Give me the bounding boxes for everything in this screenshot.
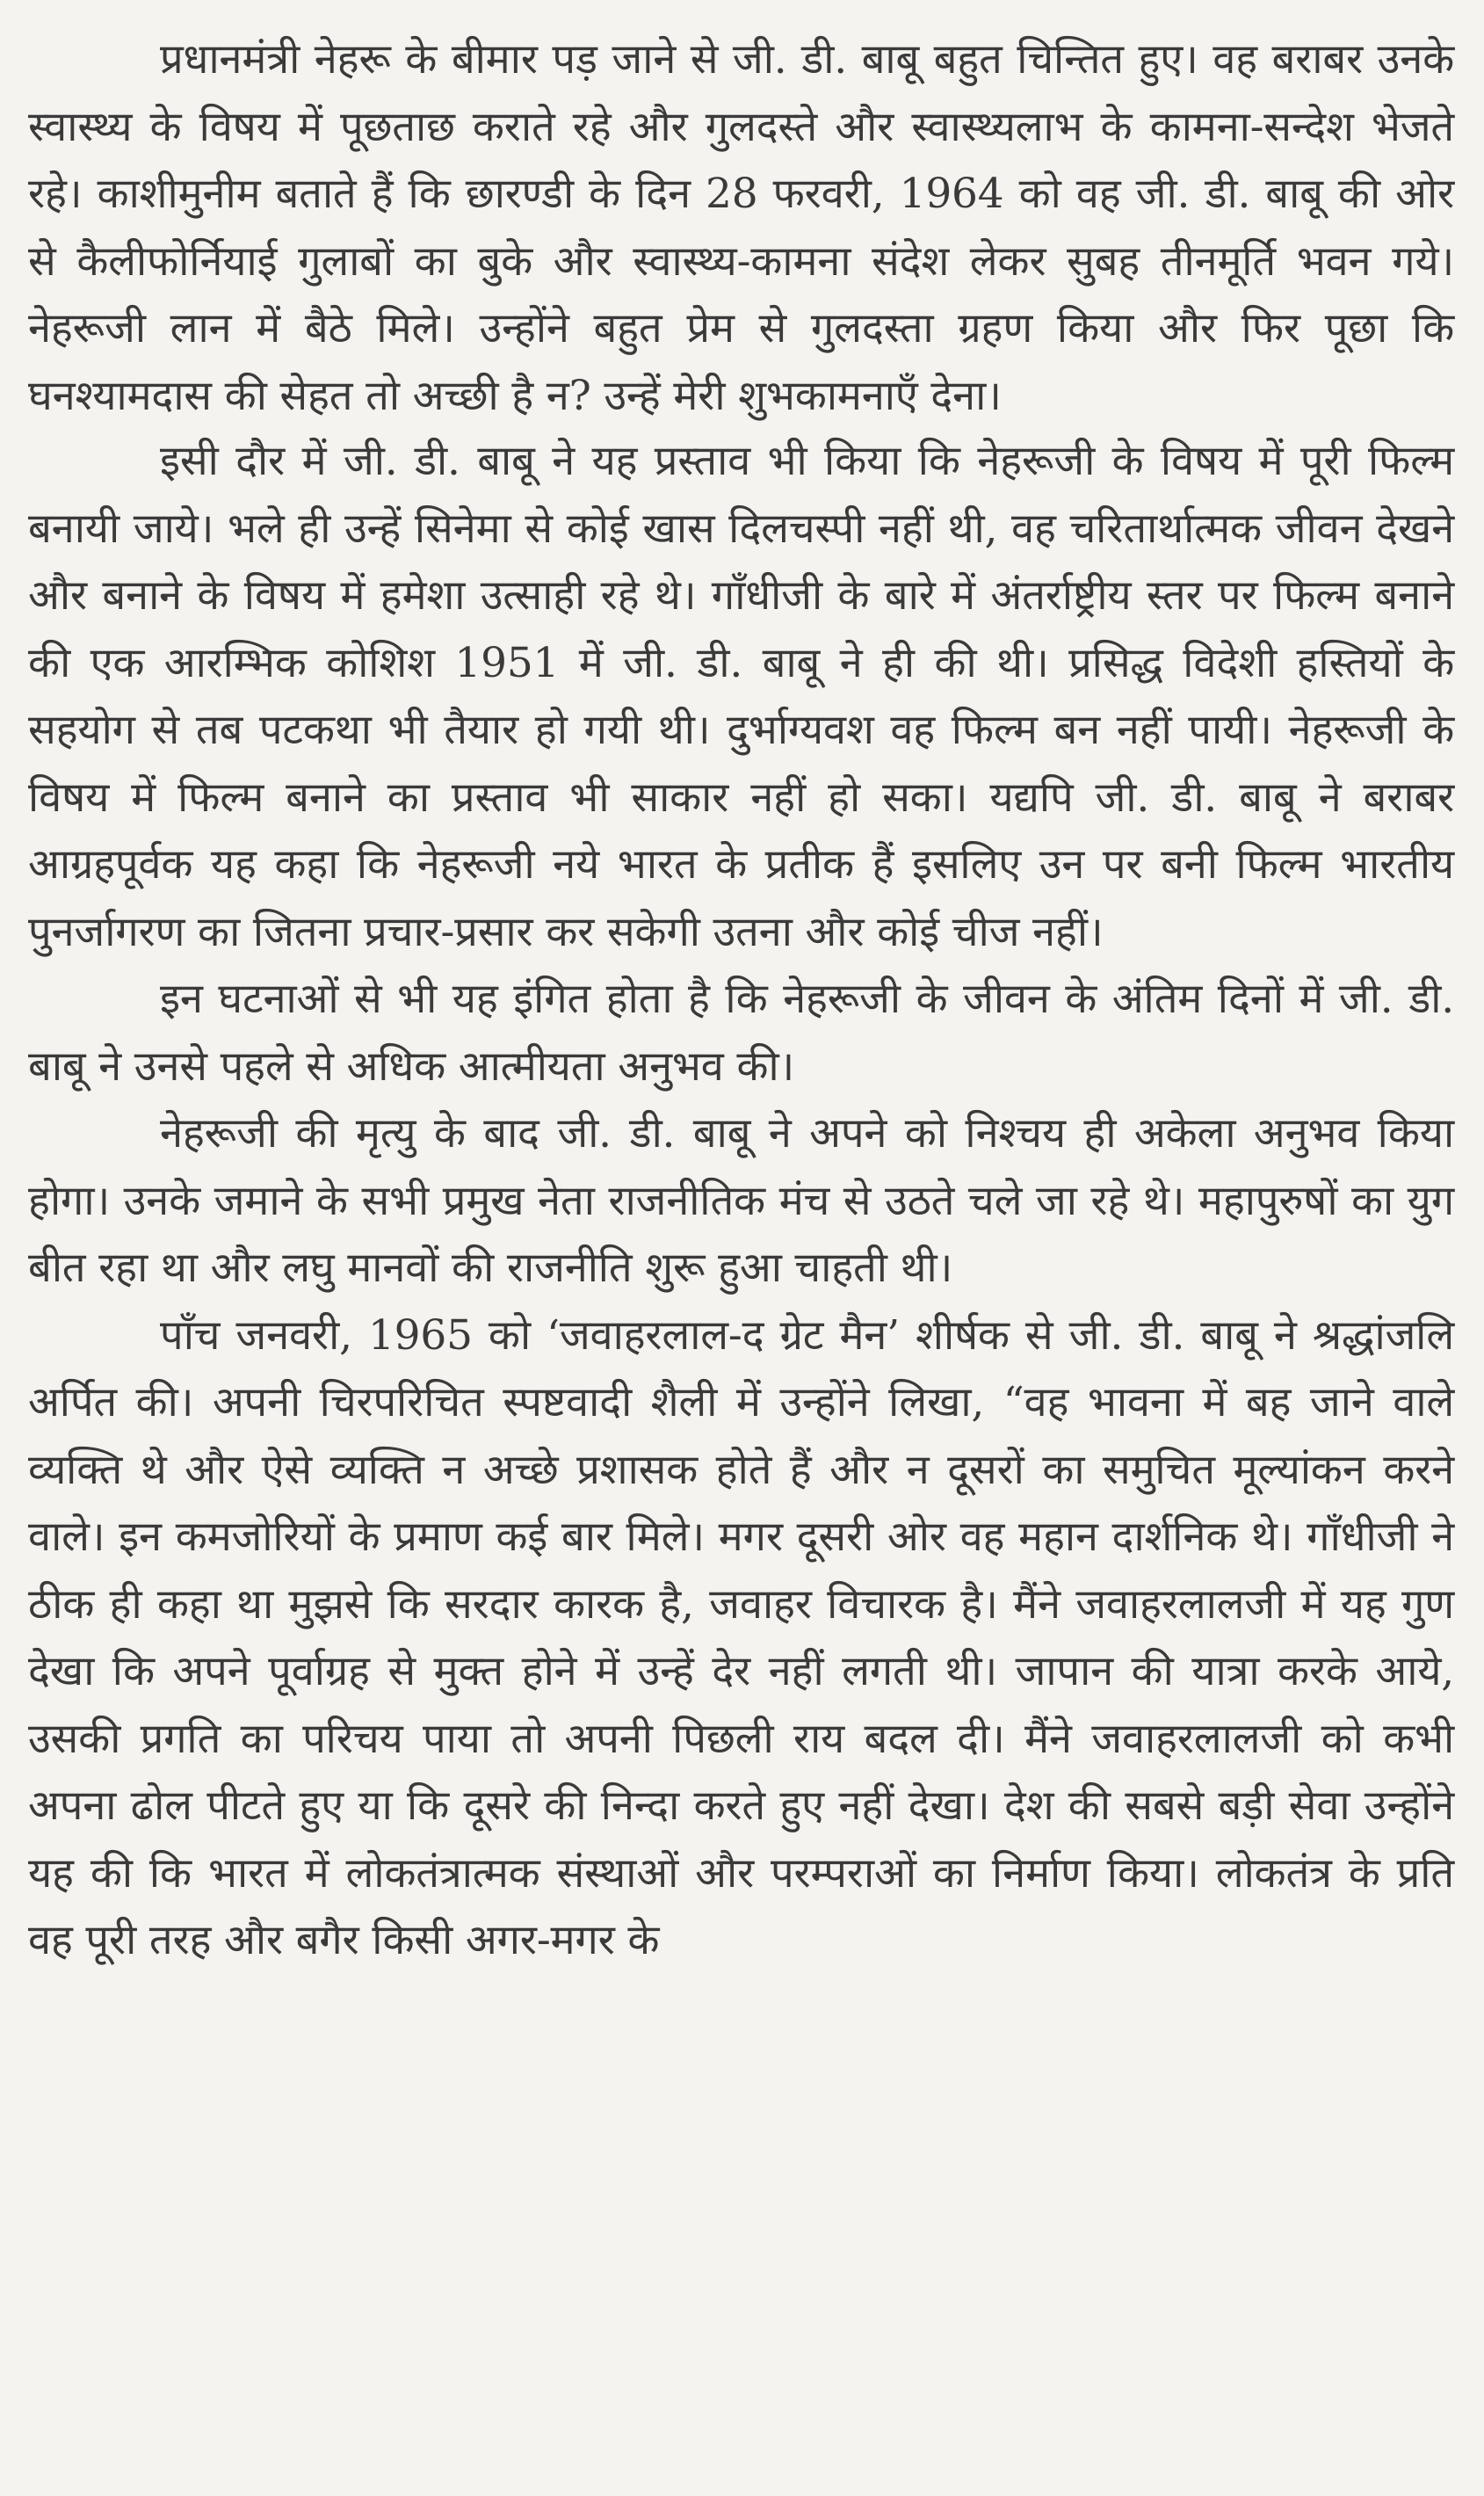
paragraph-film-proposal: इसी दौर में जी. डी. बाबू ने यह प्रस्ताव भी किया कि नेहरूजी के विषय में पूरी फिल्म बनायी जाये। भले ही उन्हें सिनेमा से कोई खास दिलचस्पी नहीं थी, वह चरितार्थात्मक जीवन देखने और बनाने के विषय में हमेशा उत्साही रहे थे। गाँधीजी के बारे में अंतर्राष्ट्रीय स्तर पर फिल्म बनाने की एक आरम्भिक कोशिश 1951 में जी. डी. बाबू ने ही की थी। प्रसिद्ध विदेशी हस्तियों के सहयोग से तब पटकथा भी तैयार हो गयी थी। दुर्भाग्यवश वह फिल्म बन नहीं पायी। नेहरूजी के विषय में फिल्म बनाने का प्रस्ताव भी साकार नहीं हो सका। यद्यपि जी. डी. बाबू ने बराबर आग्रहपूर्वक यह कहा कि नेहरूजी नये भारत के प्रतीक हैं इसलिए उन पर बनी फिल्म भारतीय पुनर्जागरण का जितना प्रचार-प्रसार कर सकेगी उतना और कोई चीज नहीं। [28,437,1455,956]
paragraph-tribute: पाँच जनवरी, 1965 को ‘जवाहरलाल-द ग्रेट मैन’ शीर्षक से जी. डी. बाबू ने श्रद्धांजलि अर्पित की। अपनी चिरपरिचित स्पष्टवादी शैली में उन्होंने लिखा, “वह भावना में बह जाने वाले व्यक्ति थे और ऐसे व्यक्ति न अच्छे प्रशासक होते हैं और न दूसरों का समुचित मूल्यांकन करने वाले। इन कमजोरियों के प्रमाण कई बार मिले। मगर दूसरी ओर वह महान दार्शनिक थे। गाँधीजी ने ठीक ही कहा था मुझसे कि सरदार कारक है, जवाहर विचारक है। मैंने जवाहरलालजी में यह गुण देखा कि अपने पूर्वाग्रह से मुक्त होने में उन्हें देर नहीं लगती थी। जापान की यात्रा करके आये, उसकी प्रगति का परिचय पाया तो अपनी पिछली राय बदल दी। मैंने जवाहरलालजी को कभी अपना ढोल पीटते हुए या कि दूसरे की निन्दा करते हुए नहीं देखा। देश की सबसे बड़ी सेवा उन्होंने यह की कि भारत में लोकतंत्रात्मक संस्थाओं और परम्पराओं का निर्माण किया। लोकतंत्र के प्रति वह पूरी तरह और बगैर किसी अगर-मगर के [28,1310,1454,1964]
paragraph-after-death: नेहरूजी की मृत्यु के बाद जी. डी. बाबू ने अपने को निश्चय ही अकेला अनुभव किया होगा। उनके जमाने के सभी प्रमुख नेता राजनीतिक मंच से उठते चले जा रहे थे। महापुरुषों का युग बीत रहा था और लघु मानवों की राजनीति शुरू हुआ चाहती थी। [28,1109,1454,1292]
paragraph-last-days: इन घटनाओं से भी यह इंगित होता है कि नेहरूजी के जीवन के अंतिम दिनों में जी. डी. बाबू ने उनसे पहले से अधिक आत्मीयता अनुभव की। [28,975,1454,1091]
paragraph-nehru-illness: प्रधानमंत्री नेहरू के बीमार पड़ जाने से जी. डी. बाबू बहुत चिन्तित हुए। वह बराबर उनके स्वास्थ्य के विषय में पूछताछ कराते रहे और गुलदस्ते और स्वास्थ्यलाभ के कामना-सन्देश भेजते रहे। काशीमुनीम बताते हैं कि छारण्डी के दिन 28 फरवरी, 1964 को वह जी. डी. बाबू की ओर से कैलीफोर्नियाई गुलाबों का बुके और स्वास्थ्य-कामना संदेश लेकर सुबह तीनमूर्ति भवन गये। नेहरूजी लान में बैठे मिले। उन्होंने बहुत प्रेम से गुलदस्ता ग्रहण किया और फिर पूछा कि घनश्यामदास की सेहत तो अच्छी है न? उन्हें मेरी शुभकामनाएँ देना। [28,35,1454,420]
